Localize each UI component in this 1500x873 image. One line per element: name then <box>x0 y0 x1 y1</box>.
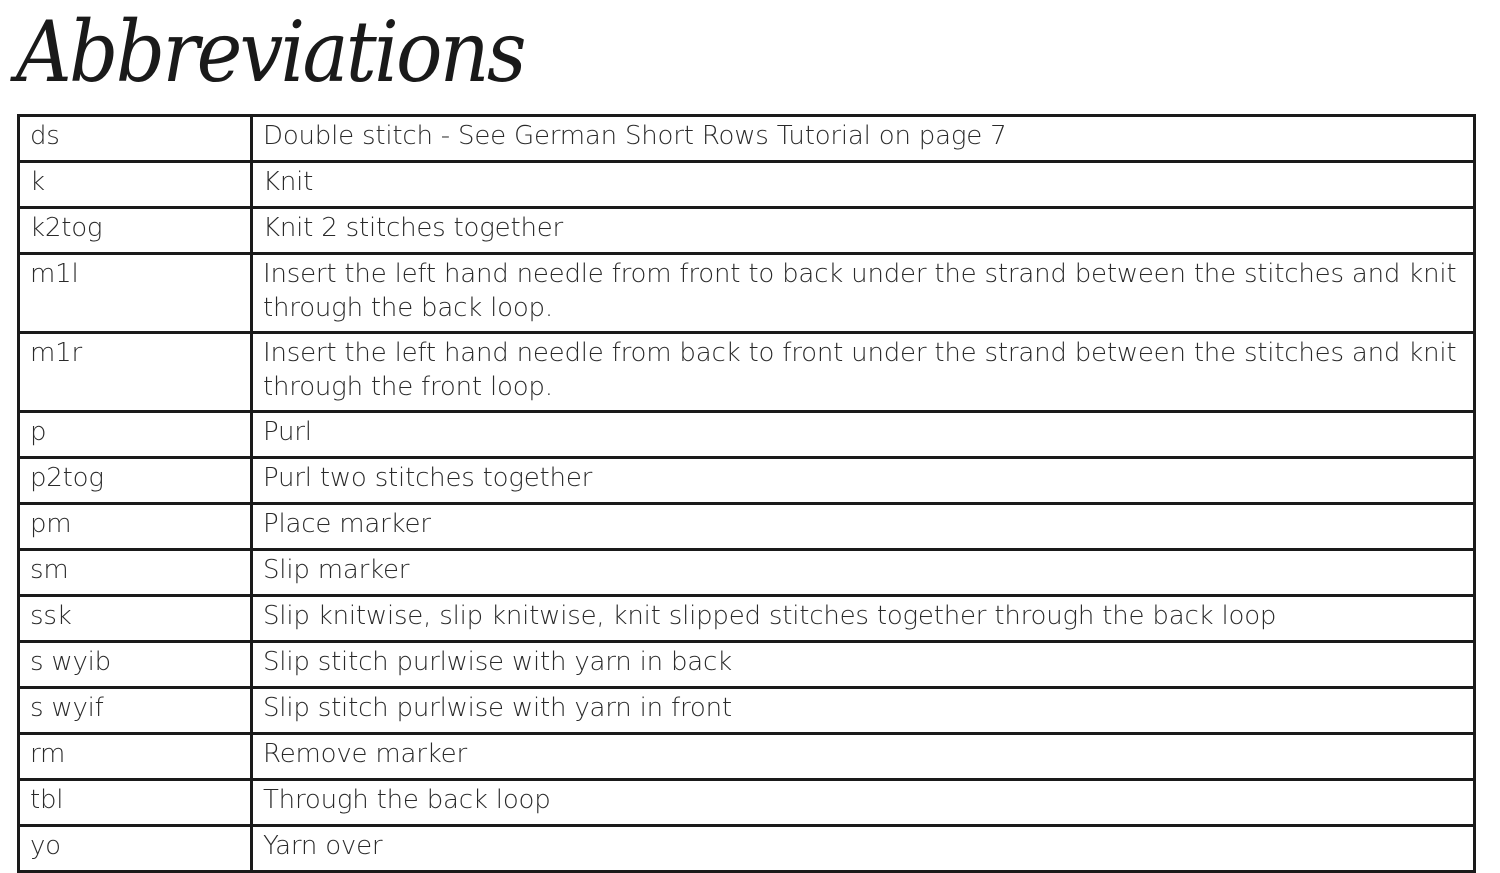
table-row <box>19 254 1475 333</box>
table-row <box>19 688 1475 734</box>
abbreviation-definition: Purl <box>252 412 1475 458</box>
table-row <box>19 333 1475 412</box>
abbreviation-definition: Knit 2 stitches together <box>252 208 1475 254</box>
table-row <box>19 826 1475 872</box>
table-row <box>19 116 1475 162</box>
page-title: Abbreviations <box>16 3 524 101</box>
abbreviation-definition: Slip stitch purlwise with yarn in back <box>252 642 1475 688</box>
abbreviation-term: pm <box>19 504 252 550</box>
table-row <box>19 734 1475 780</box>
abbreviation-definition: Double stitch - See German Short Rows Tutorial on page 7 <box>252 116 1475 162</box>
abbreviation-term: p <box>19 412 252 458</box>
table-row <box>19 550 1475 596</box>
abbreviation-term: s wyib <box>19 642 252 688</box>
abbreviations-table <box>17 114 1476 873</box>
abbreviation-term: s wyif <box>19 688 252 734</box>
abbreviation-definition: Yarn over <box>252 826 1475 872</box>
table-row <box>19 162 1475 208</box>
abbreviation-term: ds <box>19 116 252 162</box>
abbreviation-term: rm <box>19 734 252 780</box>
abbreviation-term: p2tog <box>19 458 252 504</box>
abbreviation-definition: Place marker <box>252 504 1475 550</box>
table-row <box>19 412 1475 458</box>
abbreviation-definition: Purl two stitches together <box>252 458 1475 504</box>
abbreviation-term: yo <box>19 826 252 872</box>
table-row <box>19 780 1475 826</box>
abbreviation-definition: Slip knitwise, slip knitwise, knit slipped stitches together through the back loop <box>252 596 1475 642</box>
abbreviation-definition: Through the back loop <box>252 780 1475 826</box>
abbreviation-definition: Insert the left hand needle from front to back under the strand between the stitches and knit through the back loop. <box>252 254 1475 333</box>
table-row <box>19 208 1475 254</box>
abbreviation-definition: Slip marker <box>252 550 1475 596</box>
abbreviation-definition: Insert the left hand needle from back to front under the strand between the stitches and knit through the front loop. <box>252 333 1475 412</box>
abbreviation-definition: Knit <box>252 162 1475 208</box>
table-row <box>19 596 1475 642</box>
table-row <box>19 642 1475 688</box>
table-row <box>19 458 1475 504</box>
table-row <box>19 504 1475 550</box>
abbreviation-term: k <box>19 162 252 208</box>
abbreviation-term: ssk <box>19 596 252 642</box>
abbreviation-definition: Remove marker <box>252 734 1475 780</box>
abbreviation-term: m1r <box>19 333 252 412</box>
abbreviation-definition: Slip stitch purlwise with yarn in front <box>252 688 1475 734</box>
abbreviation-term: tbl <box>19 780 252 826</box>
abbreviation-term: sm <box>19 550 252 596</box>
abbreviation-term: m1l <box>19 254 252 333</box>
abbreviation-term: k2tog <box>19 208 252 254</box>
